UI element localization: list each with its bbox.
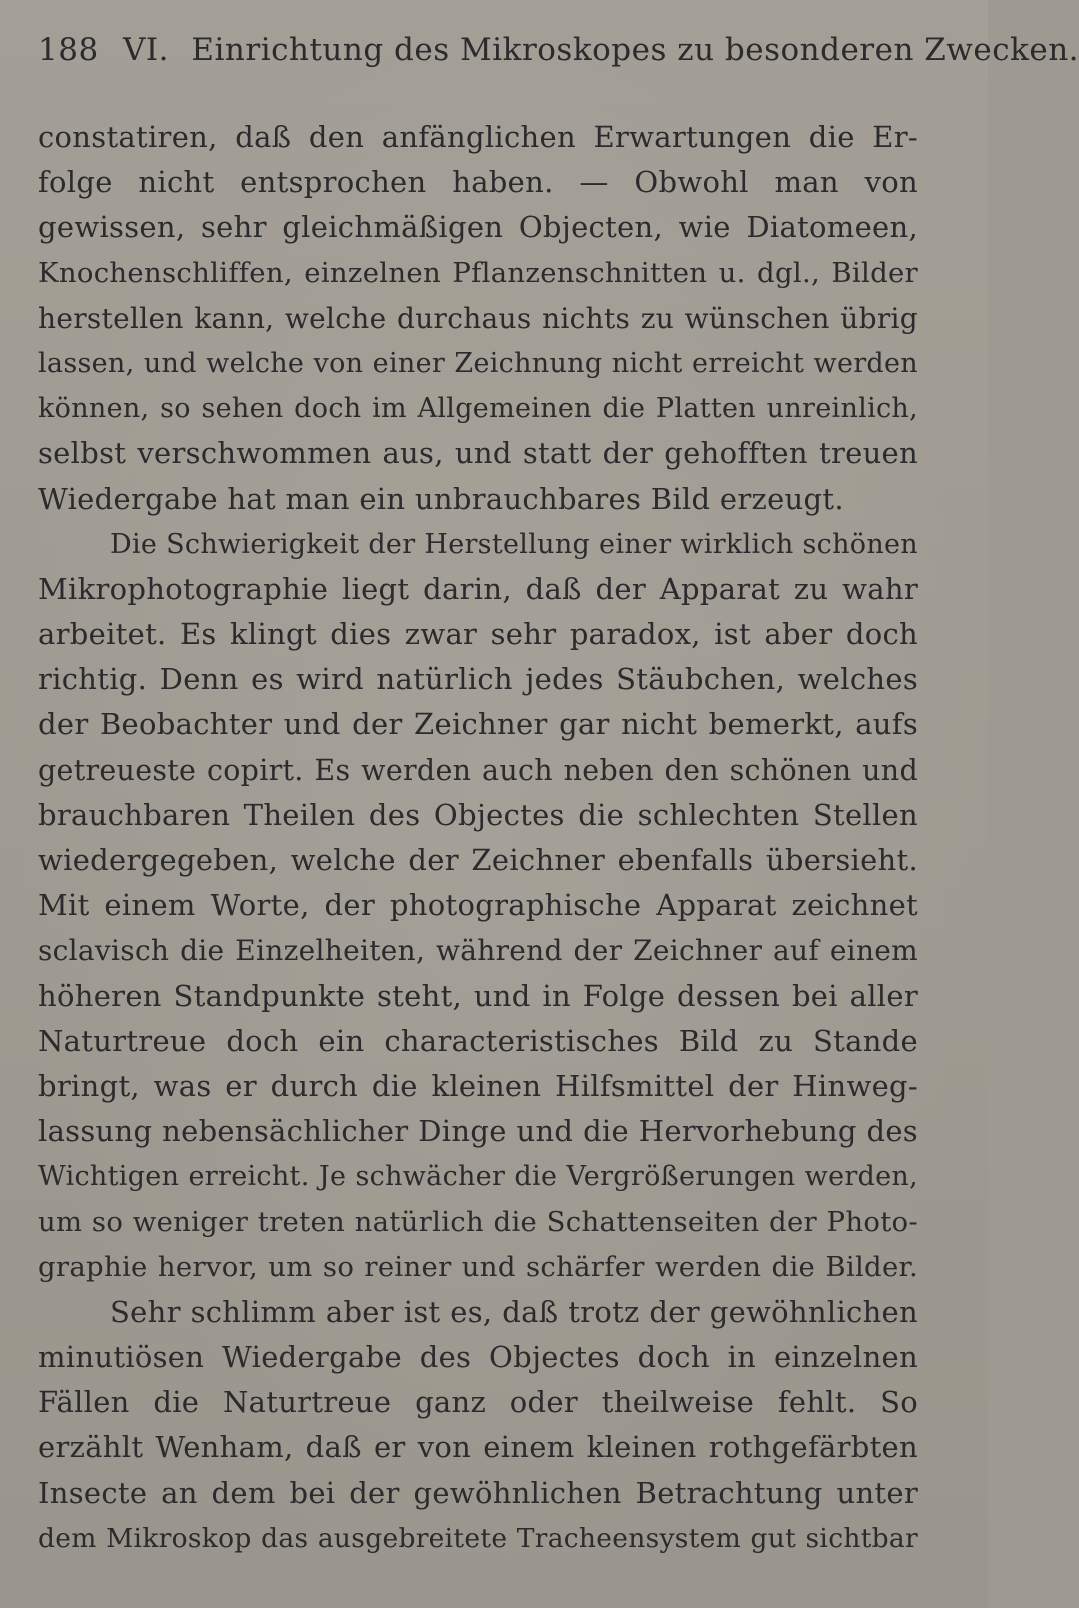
paragraph-start-line: Die Schwierigkeit der Herstellung einer wirklich schönen [110, 528, 918, 560]
text-line: lassen, und welche von einer Zeichnung nicht erreicht werden [38, 347, 918, 379]
text-line: folge nicht entsprochen haben. — Obwohl man von [38, 165, 918, 200]
text-line: höheren Standpunkte steht, und in Folge dessen bei aller [38, 978, 918, 1013]
text-line: dem Mikroskop das ausgebreitete Tracheensystem gut sichtbar [38, 1522, 918, 1554]
text-line: bringt, was er durch die kleinen Hilfsmittel der Hinweg- [38, 1068, 918, 1103]
chapter-number: VI. [123, 32, 170, 68]
text-line: Wichtigen erreicht. Je schwächer die Vergrößerungen werden, [38, 1161, 918, 1193]
text-line: Naturtreue doch ein characteristisches Bild zu Stande [38, 1023, 918, 1058]
text-line: Fällen die Naturtreue ganz oder theilweise fehlt. So [38, 1385, 918, 1420]
text-line: erzählt Wenham, daß er von einem kleinen rothgefärbten [38, 1430, 918, 1465]
text-line: minutiösen Wiedergabe des Objectes doch in einzelnen [38, 1340, 918, 1375]
text-line: herstellen kann, welche durchaus nichts zu wünschen übrig [38, 301, 918, 335]
text-line: können, so sehen doch im Allgemeinen die Platten unreinlich, [38, 393, 918, 425]
text-line: constatiren, daß den anfänglichen Erwartungen die Er- [38, 120, 918, 154]
text-line: Mit einem Worte, der photographische Apparat zeichnet [38, 888, 918, 923]
chapter-title: Einrichtung des Mikroskopes zu besonderen Zwecken. [191, 32, 1079, 68]
paragraph-end-line: Wiedergabe hat man ein unbrauchbares Bild erzeugt. [38, 481, 844, 516]
page-number: 188 [38, 32, 99, 68]
text-line: um so weniger treten natürlich die Schattenseiten der Photo- [38, 1205, 918, 1238]
text-line: Insecte an dem bei der gewöhnlichen Betrachtung unter [38, 1475, 918, 1510]
text-line: getreueste copirt. Es werden auch neben den schönen und [38, 753, 918, 787]
text-line: graphie hervor, um so reiner und schärfer werden die Bilder. [38, 1250, 918, 1283]
body-text [38, 115, 918, 1561]
text-line: selbst verschwommen aus, und statt der gehofften treuen [38, 436, 918, 471]
paragraph-start-line: Sehr schlimm aber ist es, daß trotz der gewöhnlichen [110, 1294, 918, 1329]
text-line: Mikrophotographie liegt darin, daß der Apparat zu wahr [38, 571, 918, 606]
running-head [38, 32, 1079, 68]
text-line: gewissen, sehr gleichmäßigen Objecten, wie Diatomeen, [38, 210, 918, 245]
text-line: lassung nebensächlicher Dinge und die Hervorhebung des [38, 1114, 918, 1149]
text-line: Knochenschliffen, einzelnen Pflanzenschnitten u. dgl., Bilder [38, 256, 918, 289]
text-line: brauchbaren Theilen des Objectes die schlechten Stellen [38, 797, 918, 832]
text-line: der Beobachter und der Zeichner gar nicht bemerkt, aufs [38, 707, 918, 742]
text-line: arbeitet. Es klingt dies zwar sehr paradox, ist aber doch [38, 617, 918, 652]
text-line: sclavisch die Einzelheiten, während der Zeichner auf einem [38, 934, 918, 968]
text-line: wiedergegeben, welche der Zeichner ebenfalls übersieht. [38, 843, 918, 877]
text-line: richtig. Denn es wird natürlich jedes Stäubchen, welches [38, 662, 918, 697]
